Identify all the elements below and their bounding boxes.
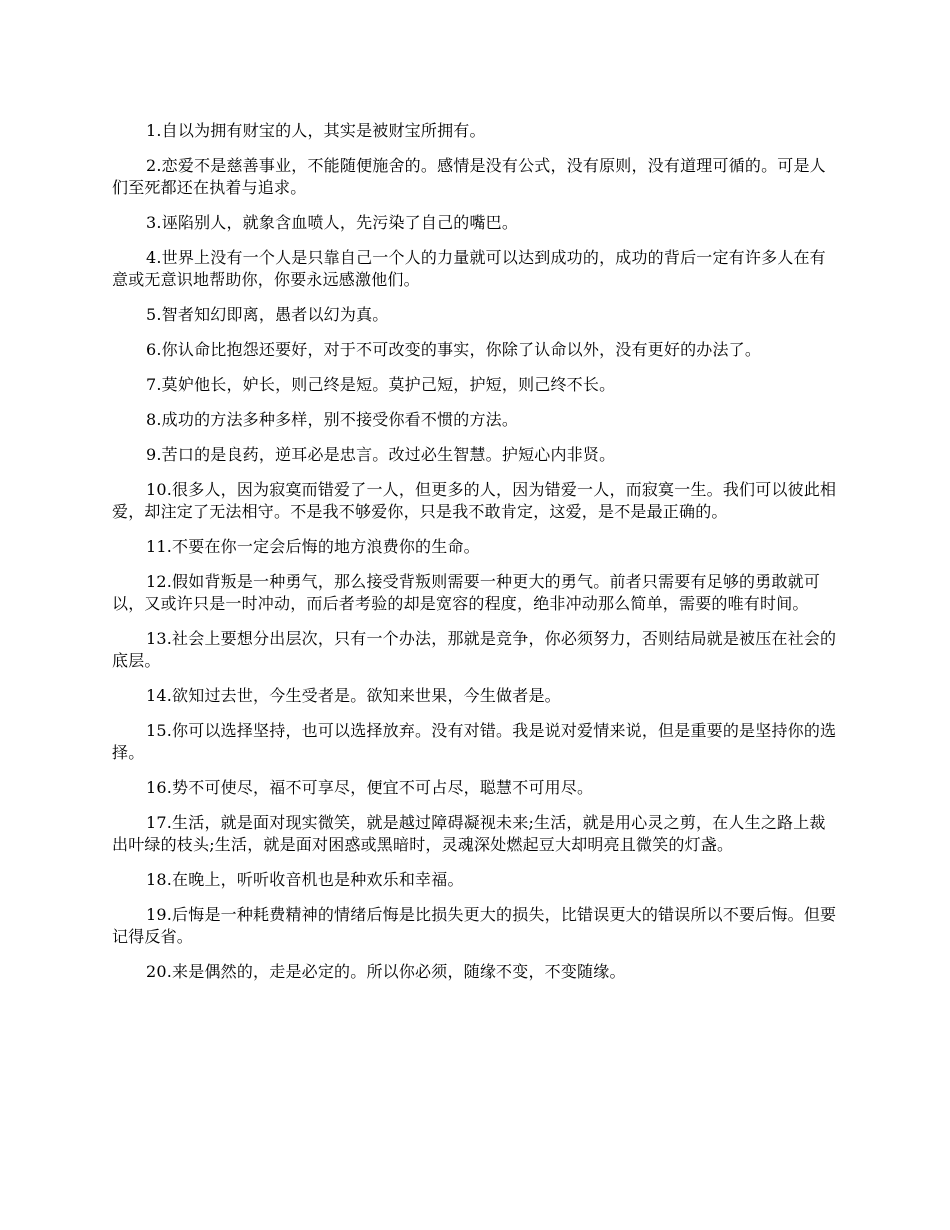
quote-8: 8.成功的方法多种多样，别不接受你看不惯的方法。 [146,410,519,429]
quote-9: 9.苦口的是良药，逆耳必是忠言。改过必生智慧。护短心内非贤。 [146,445,616,464]
quote-15: 15.你可以选择坚持，也可以选择放弃。没有对错。我是说对爱情来说，但是重要的是坚持你的选择。 [112,721,837,762]
quote-4: 4.世界上没有一个人是只靠自己一个人的力量就可以达到成功的，成功的背后一定有许多人在有意或无意识地帮助你，你要永远感激他们。 [112,248,826,289]
quote-1: 1.自以为拥有财宝的人，其实是被财宝所拥有。 [146,121,486,140]
quote-14: 14.欲知过去世，今生受者是。欲知来世果，今生做者是。 [146,686,561,705]
quote-7: 7.莫妒他长，妒长，则己终是短。莫护己短，护短，则己终不长。 [146,375,616,394]
quote-12: 12.假如背叛是一种勇气，那么接受背叛则需要一种更大的勇气。前者只需要有足够的勇敢就可以，又或许只是一时冲动，而后者考验的却是宽容的程度，绝非冲动那么简单，需要的唯有时间。 [112,572,821,613]
quote-6: 6.你认命比抱怨还要好，对于不可改变的事实，你除了认命以外，没有更好的办法了。 [146,340,762,359]
quote-10: 10.很多人，因为寂寞而错爱了一人，但更多的人，因为错爱一人，而寂寞一生。我们可以彼此相爱，却注定了无法相守。不是我不够爱你，只是我不敢肯定，这爱，是不是最正确的。 [112,480,837,521]
quote-3: 3.诬陷别人，就象含血喷人，先污染了自己的嘴巴。 [146,213,519,232]
quote-20: 20.来是偶然的，走是必定的。所以你必须，随缘不变，不变随缘。 [146,962,626,981]
quote-17: 17.生活，就是面对现实微笑，就是越过障碍凝视未来;生活，就是用心灵之剪，在人生之路上裁出叶绿的枝头;生活，就是面对困惑或黑暗时，灵魂深处燃起豆大却明亮且微笑的灯盏。 [112,813,826,854]
quote-16: 16.势不可使尽，福不可享尽，便宜不可占尽，聪慧不可用尽。 [146,778,594,797]
quote-13: 13.社会上要想分出层次，只有一个办法，那就是竞争，你必须努力，否则结局就是被压在社会的底层。 [112,629,837,670]
quote-11: 11.不要在你一定会后悔的地方浪费你的生命。 [146,537,480,556]
quote-18: 18.在晚上，听听收音机也是种欢乐和幸福。 [146,870,464,889]
quote-5: 5.智者知幻即离，愚者以幻为真。 [146,305,389,324]
quote-19: 19.后悔是一种耗费精神的情绪后悔是比损失更大的损失，比错误更大的错误所以不要后悔。但要记得反省。 [112,905,837,946]
quote-2: 2.恋爱不是慈善事业，不能随便施舍的。感情是没有公式，没有原则，没有道理可循的。可是人们至死都还在执着与追求。 [112,156,826,197]
